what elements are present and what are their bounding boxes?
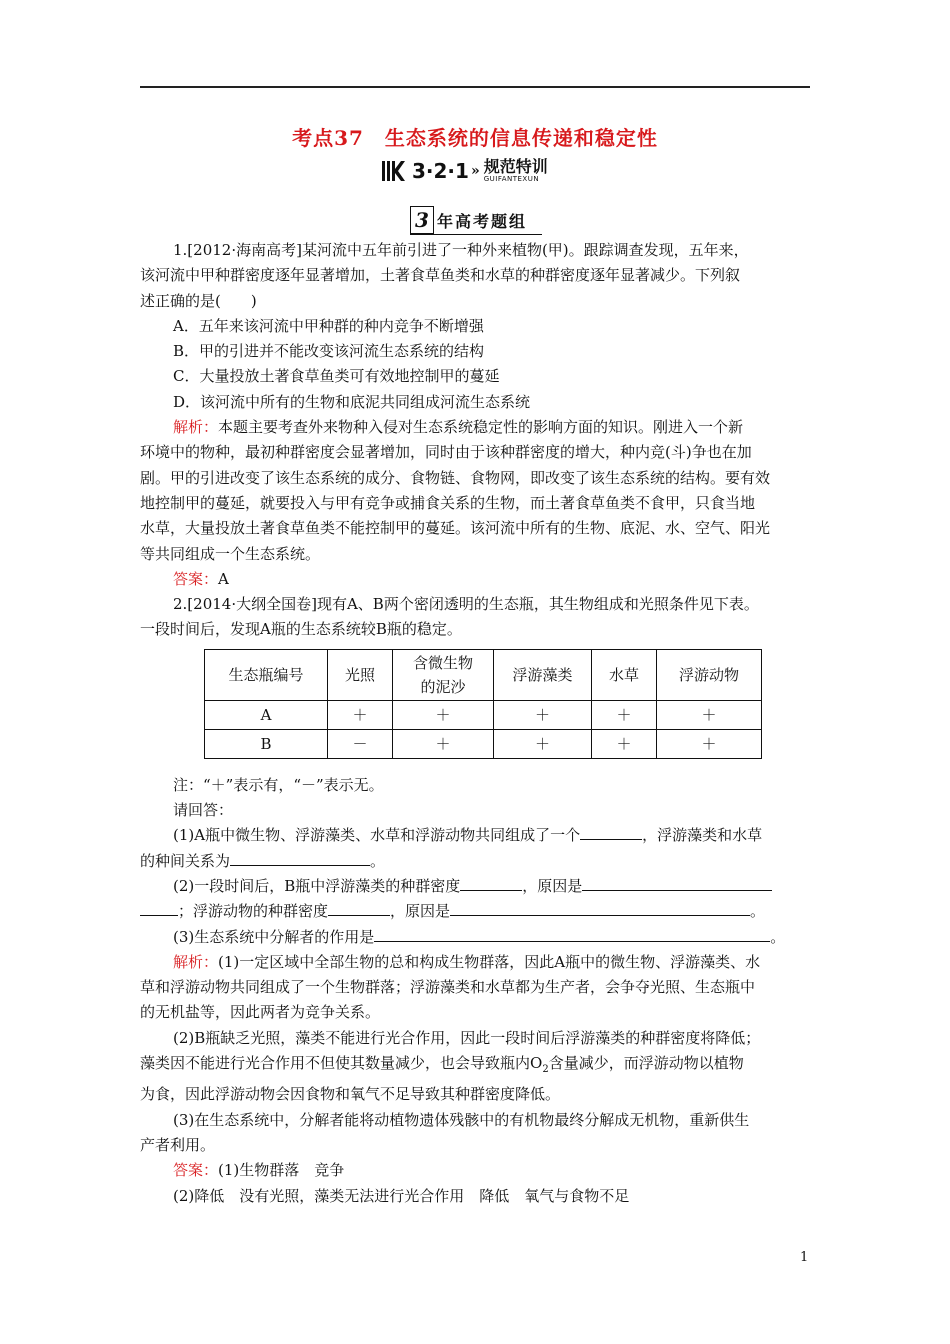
brand-logo-icon — [382, 160, 408, 182]
analysis-text: 本题主要考查外来物种入侵对生态系统稳定性的影响方面的知识。刚进入一个新 — [218, 418, 744, 437]
page-number: 1 — [800, 1250, 809, 1265]
q1-option-d: D．该河流中所有的生物和底泥共同组成河流生态系统 — [173, 392, 531, 411]
table-cell: － — [328, 729, 393, 758]
table-header-cell: 浮游动物 — [657, 649, 762, 700]
header-line: 含微生物 — [412, 653, 473, 672]
analysis-text: 含量减少，而浮游动物以植物 — [548, 1054, 744, 1073]
table-cell: ＋ — [657, 729, 762, 758]
q2-prompt: 请回答： — [173, 801, 234, 820]
q1-stem-line: 1.[2012·海南高考]某河流中五年前引进了一种外来植物(甲)。跟踪调查发现，五年来， — [173, 241, 749, 259]
table-cell: ＋ — [657, 700, 762, 729]
sub-text: ，原因是 — [522, 876, 583, 895]
q2-analysis-line — [140, 1051, 812, 1082]
table-cell: B — [205, 729, 328, 758]
analysis-text: 藻类因不能进行光合作用不但使其数量减少，也会导致瓶内O — [140, 1054, 543, 1073]
brand-sublabel: GUIFANTEXUN — [483, 175, 540, 183]
q2-analysis — [140, 950, 812, 975]
section-underline — [410, 234, 542, 235]
sub-text: (3)生态系统中分解者的作用是 — [173, 927, 375, 946]
table-header-row — [205, 649, 762, 700]
answer-blank — [582, 874, 772, 891]
q1-analysis-line: 剧。甲的引进改变了该生态系统的成分、食物链、食物网，即改变了该生态系统的结构。要有效 — [140, 468, 771, 487]
q2-sub2 — [140, 874, 812, 899]
table-cell: ＋ — [592, 700, 657, 729]
sub-text: 的种间关系为 — [140, 851, 231, 870]
table-header-cell — [393, 649, 494, 700]
q2-analysis-line: (3)在生态系统中，分解者能将动植物遗体残骸中的有机物最终分解成无机物，重新供生 — [173, 1110, 750, 1129]
answer-blank — [580, 823, 642, 840]
analysis-text: (1)一定区域中全部生物的总和构成生物群落，因此A瓶中的微生物、浮游藻类、水 — [218, 952, 761, 971]
table-header-cell: 水草 — [592, 649, 657, 700]
brand-text — [484, 159, 548, 183]
q2-analysis-line: 的无机盐等，因此两者为竞争关系。 — [140, 1003, 381, 1022]
q1-stem-line: 述正确的是( ) — [140, 291, 257, 310]
q1-analysis — [140, 415, 812, 440]
q1-analysis-line: 地控制甲的蔓延，就要投入与甲有竞争或捕食关系的生物，而土著食草鱼类不食甲，只食当地 — [140, 493, 756, 512]
answer-value: A — [218, 569, 229, 588]
table-note: 注：“＋”表示有，“－”表示无。 — [173, 775, 384, 794]
section-number: 3 — [410, 206, 434, 234]
q2-stem-line: 一段时间后，发现A瓶的生态系统较B瓶的稳定。 — [140, 620, 462, 639]
q1-analysis-line: 环境中的物种，最初种群密度会显著增加，同时由于该种群密度的增大，种内竞(斗)争也在加 — [140, 443, 752, 462]
table-row — [205, 700, 762, 729]
table-cell: ＋ — [393, 700, 494, 729]
q1-option-a: A．五年来该河流中甲种群的种内竞争不断增强 — [173, 316, 484, 335]
sub-text: 。 — [370, 851, 386, 870]
sub-text: (2)一段时间后，B瓶中浮游藻类的种群密度 — [173, 876, 461, 895]
answer-blank — [460, 874, 522, 891]
header-line: 的泥沙 — [420, 677, 466, 696]
q1-option-b: B．甲的引进并不能改变该河流生态系统的结构 — [173, 342, 485, 361]
q1-analysis-line: 等共同组成一个生态系统。 — [140, 544, 321, 563]
q2-sub1 — [140, 823, 812, 848]
question-body — [140, 238, 812, 1209]
q1-analysis-line: 水草，大量投放土著食草鱼类不能控制甲的蔓延。该河流中所有的生物、底泥、水、空气、阳光 — [140, 519, 771, 538]
q2-sub1-cont — [140, 849, 812, 874]
ecosystem-table — [204, 649, 762, 759]
sub-text: ，浮游藻类和水草 — [642, 826, 763, 845]
answer-label: 答案： — [173, 569, 219, 588]
sub-text: 。 — [750, 902, 766, 921]
answer-label: 答案： — [173, 1161, 219, 1180]
q1-answer — [140, 567, 812, 592]
q2-analysis-line: 产者利用。 — [140, 1135, 216, 1154]
q1-option-c: C．大量投放土著食草鱼类可有效地控制甲的蔓延 — [173, 367, 500, 386]
answer-blank — [230, 849, 370, 866]
section-heading — [410, 206, 527, 234]
brand-banner — [382, 156, 548, 186]
q2-answer — [140, 1158, 812, 1183]
table-cell: ＋ — [494, 729, 592, 758]
table-cell: A — [205, 700, 328, 729]
q2-analysis-line: 为食，因此浮游动物会因食物和氧气不足导致其种群密度降低。 — [140, 1085, 561, 1104]
answer-blank — [328, 899, 390, 916]
table-cell: ＋ — [328, 700, 393, 729]
sub-text: ；浮游动物的种群密度 — [178, 902, 329, 921]
answer-value: (1)生物群落 竞争 — [218, 1161, 345, 1180]
analysis-label: 解析： — [173, 418, 219, 437]
q1-stem-line: 该河流中甲种群密度逐年显著增加，土著食草鱼类和水草的种群密度逐年显著减少。下列叙 — [140, 266, 741, 285]
table-header-cell: 浮游藻类 — [494, 649, 592, 700]
brand-label: 规范特训 — [483, 157, 548, 176]
table-row — [205, 729, 762, 758]
top-rule — [140, 86, 810, 88]
brand-number: 3·2·1 — [412, 159, 469, 183]
answer-blank — [374, 925, 770, 942]
table-cell: ＋ — [393, 729, 494, 758]
sub-text: (1)A瓶中微生物、浮游藻类、水草和浮游动物共同组成了一个 — [173, 826, 581, 845]
q2-stem-line: 2.[2014·大纲全国卷]现有A、B两个密闭透明的生态瓶，其生物组成和光照条件见下表。 — [173, 595, 759, 614]
answer-blank — [140, 899, 178, 916]
page-title: 考点37 生态系统的信息传递和稳定性 — [292, 126, 658, 150]
sub-text: ，原因是 — [390, 902, 451, 921]
q2-analysis-line: (2)B瓶缺乏光照，藻类不能进行光合作用，因此一段时间后浮游藻类的种群密度将降低； — [173, 1028, 761, 1047]
table-cell: ＋ — [592, 729, 657, 758]
q2-answer-line: (2)降低 没有光照，藻类无法进行光合作用 降低 氧气与食物不足 — [173, 1186, 630, 1205]
table-header-cell: 光照 — [328, 649, 393, 700]
sub-text: 。 — [770, 927, 786, 946]
double-chevron-icon: » — [470, 163, 480, 179]
q2-analysis-line: 草和浮游动物共同组成了一个生物群落；浮游藻类和水草都为生产者，会争夺光照、生态瓶中 — [140, 978, 756, 997]
subscript: 2 — [542, 1064, 549, 1076]
answer-blank — [450, 899, 750, 916]
analysis-label: 解析： — [173, 952, 219, 971]
q2-sub3 — [140, 925, 812, 950]
q2-sub2-cont — [140, 899, 812, 924]
table-header-cell: 生态瓶编号 — [205, 649, 328, 700]
section-label: 年高考题组 — [437, 211, 528, 231]
table-cell: ＋ — [494, 700, 592, 729]
